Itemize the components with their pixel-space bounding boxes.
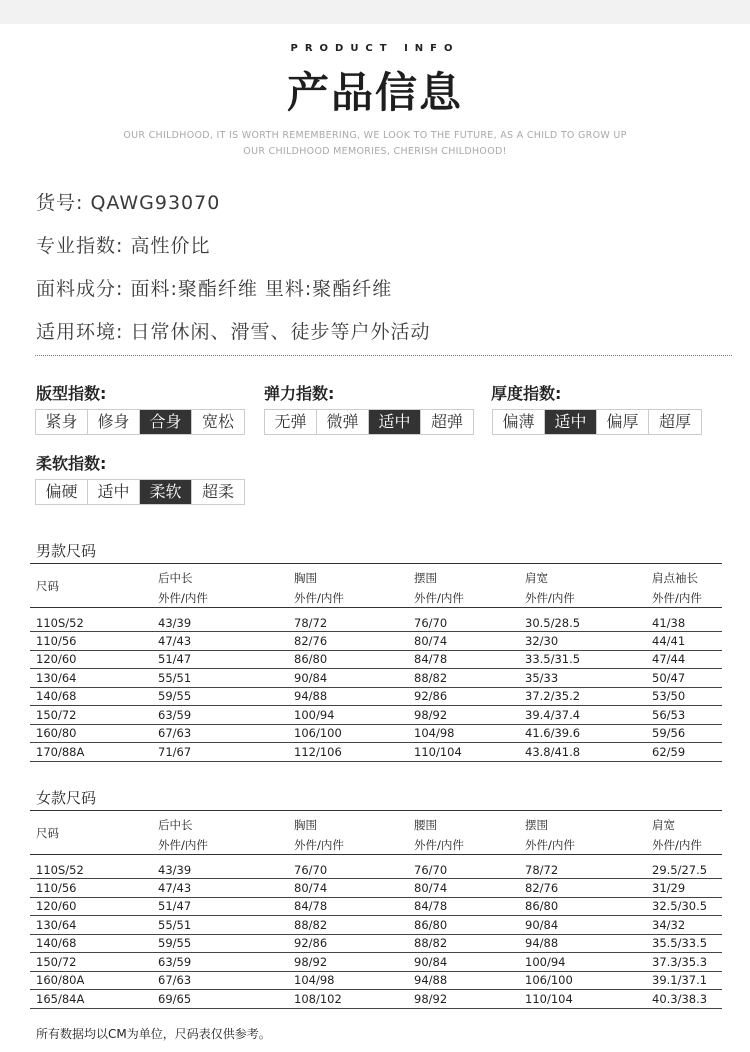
table-row: [30, 916, 722, 935]
table-cell: 150/72: [30, 706, 152, 725]
men-size-title: 男款尺码: [36, 542, 97, 560]
table-row: [30, 990, 722, 1009]
fit-index-options: [35, 409, 245, 435]
table-cell: 88/82: [288, 916, 408, 935]
table-cell: 67/63: [152, 971, 288, 990]
table-row: [30, 706, 722, 725]
column-subtitle: 外件/内件: [414, 591, 464, 605]
column-header: [30, 811, 152, 855]
table-row: [30, 632, 722, 651]
footnote: 所有数据均以CM为单位，尺码表仅供参考。: [36, 1027, 271, 1041]
table-cell: 32/30: [519, 632, 646, 651]
table-cell: 55/51: [152, 669, 288, 688]
table-cell: 98/92: [288, 953, 408, 972]
table-row: [30, 953, 722, 972]
table-row: [30, 934, 722, 953]
table-cell: 35.5/33.5: [646, 934, 722, 953]
table-cell: 78/72: [519, 855, 646, 879]
fabric-line: 面料成分: 面料:聚酯纤维 里料:聚酯纤维: [36, 278, 393, 300]
table-cell: 160/80A: [30, 971, 152, 990]
column-name: 尺码: [36, 825, 59, 840]
table-cell: 67/63: [152, 724, 288, 743]
column-name: 摆围: [525, 818, 548, 832]
table-cell: 140/68: [30, 687, 152, 706]
table-cell: 76/70: [288, 855, 408, 879]
softness-index-label: 柔软指数:: [36, 454, 107, 473]
thickness-option: 超厚: [658, 412, 691, 431]
column-name: 胸围: [294, 818, 317, 832]
table-cell: 39.1/37.1: [646, 971, 722, 990]
softness-index-options: [35, 479, 245, 505]
table-cell: 63/59: [152, 706, 288, 725]
table-cell: 150/72: [30, 953, 152, 972]
fit-option: 紧身: [36, 410, 88, 434]
column-subtitle: 外件/内件: [652, 838, 702, 852]
column-header: [408, 564, 519, 608]
table-cell: 59/55: [152, 687, 288, 706]
table-cell: 130/64: [30, 916, 152, 935]
table-cell: 88/82: [408, 934, 519, 953]
table-cell: 53/50: [646, 687, 722, 706]
table-cell: 110/56: [30, 879, 152, 898]
table-cell: 55/51: [152, 916, 288, 935]
column-name: 后中长: [158, 818, 193, 832]
tagline-1: OUR CHILDHOOD, IT IS WORTH REMEMBERING, WE LOOK TO THE FUTURE, AS A CHILD TO GROW UP: [123, 130, 627, 141]
tagline-2: OUR CHILDHOOD MEMORIES, CHERISH CHILDHOOD!: [243, 146, 507, 157]
table-cell: 130/64: [30, 669, 152, 688]
table-cell: 63/59: [152, 953, 288, 972]
table-cell: 170/88A: [30, 743, 152, 762]
table-cell: 39.4/37.4: [519, 706, 646, 725]
softness-option: 超柔: [201, 482, 234, 501]
column-name: 腰围: [414, 818, 437, 832]
table-row: [30, 669, 722, 688]
table-cell: 30.5/28.5: [519, 608, 646, 632]
column-subtitle: 外件/内件: [414, 838, 464, 852]
table-cell: 92/86: [408, 687, 519, 706]
elasticity-option: 超弹: [430, 412, 463, 431]
column-header: [519, 564, 646, 608]
table-cell: 76/70: [408, 855, 519, 879]
column-subtitle: 外件/内件: [652, 591, 702, 605]
column-header: [152, 811, 288, 855]
table-cell: 41/38: [646, 608, 722, 632]
softness-option: 偏硬: [36, 480, 88, 504]
table-cell: 100/94: [519, 953, 646, 972]
table-cell: 44/41: [646, 632, 722, 651]
top-bar: [0, 0, 750, 24]
table-cell: 110/56: [30, 632, 152, 651]
table-cell: 110S/52: [30, 608, 152, 632]
table-row: [30, 855, 722, 879]
table-cell: 59/56: [646, 724, 722, 743]
table-cell: 31/29: [646, 879, 722, 898]
usage-line: 适用环境: 日常休闲、滑雪、徒步等户外活动: [36, 321, 431, 343]
eyebrow-text: PRODUCT INFO: [290, 43, 460, 54]
column-subtitle: 外件/内件: [294, 591, 344, 605]
table-row: [30, 897, 722, 916]
table-cell: 106/100: [519, 971, 646, 990]
table-cell: 78/72: [288, 608, 408, 632]
table-cell: 59/55: [152, 934, 288, 953]
table-cell: 110S/52: [30, 855, 152, 879]
table-cell: 37.2/35.2: [519, 687, 646, 706]
column-header: [288, 564, 408, 608]
table-cell: 71/67: [152, 743, 288, 762]
column-subtitle: 外件/内件: [525, 838, 575, 852]
page-title: 产品信息: [286, 68, 463, 117]
women-size-title: 女款尺码: [36, 789, 97, 807]
table-cell: 84/78: [288, 897, 408, 916]
table-cell: 35/33: [519, 669, 646, 688]
table-cell: 86/80: [408, 916, 519, 935]
column-name: 肩宽: [525, 571, 548, 585]
table-row: [30, 743, 722, 762]
column-subtitle: 外件/内件: [294, 838, 344, 852]
table-cell: 32.5/30.5: [646, 897, 722, 916]
column-header: [152, 564, 288, 608]
softness-option: 适中: [88, 480, 140, 504]
elasticity-option: 适中: [369, 410, 421, 434]
table-cell: 90/84: [288, 669, 408, 688]
table-cell: 94/88: [408, 971, 519, 990]
table-cell: 82/76: [288, 632, 408, 651]
table-cell: 110/104: [519, 990, 646, 1009]
column-subtitle: 外件/内件: [158, 591, 208, 605]
table-cell: 112/106: [288, 743, 408, 762]
table-cell: 47/44: [646, 650, 722, 669]
table-cell: 84/78: [408, 650, 519, 669]
table-cell: 51/47: [152, 897, 288, 916]
table-cell: 104/98: [408, 724, 519, 743]
table-cell: 33.5/31.5: [519, 650, 646, 669]
table-cell: 76/70: [408, 608, 519, 632]
thickness-index-label: 厚度指数:: [491, 384, 562, 403]
fit-index-label: 版型指数:: [36, 384, 107, 403]
dotted-divider: [35, 355, 732, 356]
column-subtitle: 外件/内件: [525, 591, 575, 605]
men-size-table: [30, 563, 722, 762]
fit-option: 合身: [140, 410, 192, 434]
table-cell: 98/92: [408, 990, 519, 1009]
table-cell: 160/80: [30, 724, 152, 743]
table-cell: 120/60: [30, 897, 152, 916]
fit-option: 修身: [88, 410, 140, 434]
fit-option: 宽松: [201, 412, 234, 431]
table-cell: 80/74: [408, 879, 519, 898]
table-cell: 98/92: [408, 706, 519, 725]
column-name: 胸围: [294, 571, 317, 585]
table-cell: 140/68: [30, 934, 152, 953]
table-row: [30, 650, 722, 669]
table-cell: 90/84: [408, 953, 519, 972]
elasticity-index-options: [264, 409, 474, 435]
thickness-index-options: [492, 409, 702, 435]
table-cell: 94/88: [288, 687, 408, 706]
column-subtitle: 外件/内件: [158, 838, 208, 852]
table-row: [30, 971, 722, 990]
column-name: 肩点袖长: [652, 571, 698, 585]
table-cell: 108/102: [288, 990, 408, 1009]
elasticity-option: 微弹: [317, 410, 369, 434]
thickness-option: 适中: [545, 410, 597, 434]
table-cell: 106/100: [288, 724, 408, 743]
table-cell: 41.6/39.6: [519, 724, 646, 743]
table-cell: 100/94: [288, 706, 408, 725]
column-header: [646, 811, 722, 855]
column-name: 摆围: [414, 571, 437, 585]
thickness-option: 偏薄: [493, 410, 545, 434]
elasticity-index-label: 弹力指数:: [264, 384, 335, 403]
elasticity-option: 无弹: [265, 410, 317, 434]
table-row: [30, 687, 722, 706]
table-cell: 86/80: [288, 650, 408, 669]
table-cell: 56/53: [646, 706, 722, 725]
table-cell: 51/47: [152, 650, 288, 669]
table-cell: 84/78: [408, 897, 519, 916]
column-header: [30, 564, 152, 608]
table-cell: 82/76: [519, 879, 646, 898]
table-cell: 88/82: [408, 669, 519, 688]
table-cell: 90/84: [519, 916, 646, 935]
table-row: [30, 879, 722, 898]
table-row: [30, 724, 722, 743]
table-cell: 94/88: [519, 934, 646, 953]
table-cell: 104/98: [288, 971, 408, 990]
column-header: [288, 811, 408, 855]
table-cell: 43/39: [152, 855, 288, 879]
table-cell: 50/47: [646, 669, 722, 688]
table-cell: 92/86: [288, 934, 408, 953]
table-cell: 80/74: [408, 632, 519, 651]
table-cell: 110/104: [408, 743, 519, 762]
table-cell: 43.8/41.8: [519, 743, 646, 762]
table-cell: 47/43: [152, 632, 288, 651]
table-cell: 165/84A: [30, 990, 152, 1009]
table-cell: 69/65: [152, 990, 288, 1009]
table-cell: 34/32: [646, 916, 722, 935]
column-header: [408, 811, 519, 855]
thickness-option: 偏厚: [597, 410, 649, 434]
table-cell: 86/80: [519, 897, 646, 916]
column-header: [646, 564, 722, 608]
table-cell: 29.5/27.5: [646, 855, 722, 879]
table-cell: 40.3/38.3: [646, 990, 722, 1009]
item-number: 货号: QAWG93070: [36, 192, 221, 214]
table-cell: 37.3/35.3: [646, 953, 722, 972]
table-row: [30, 608, 722, 632]
grade-line: 专业指数: 高性价比: [36, 235, 211, 257]
column-name: 后中长: [158, 571, 193, 585]
column-name: 尺码: [36, 578, 59, 593]
table-cell: 62/59: [646, 743, 722, 762]
column-name: 肩宽: [652, 818, 675, 832]
column-header: [519, 811, 646, 855]
softness-option: 柔软: [140, 480, 192, 504]
table-cell: 47/43: [152, 879, 288, 898]
table-cell: 120/60: [30, 650, 152, 669]
women-size-table: [30, 810, 722, 1009]
table-cell: 80/74: [288, 879, 408, 898]
table-cell: 43/39: [152, 608, 288, 632]
